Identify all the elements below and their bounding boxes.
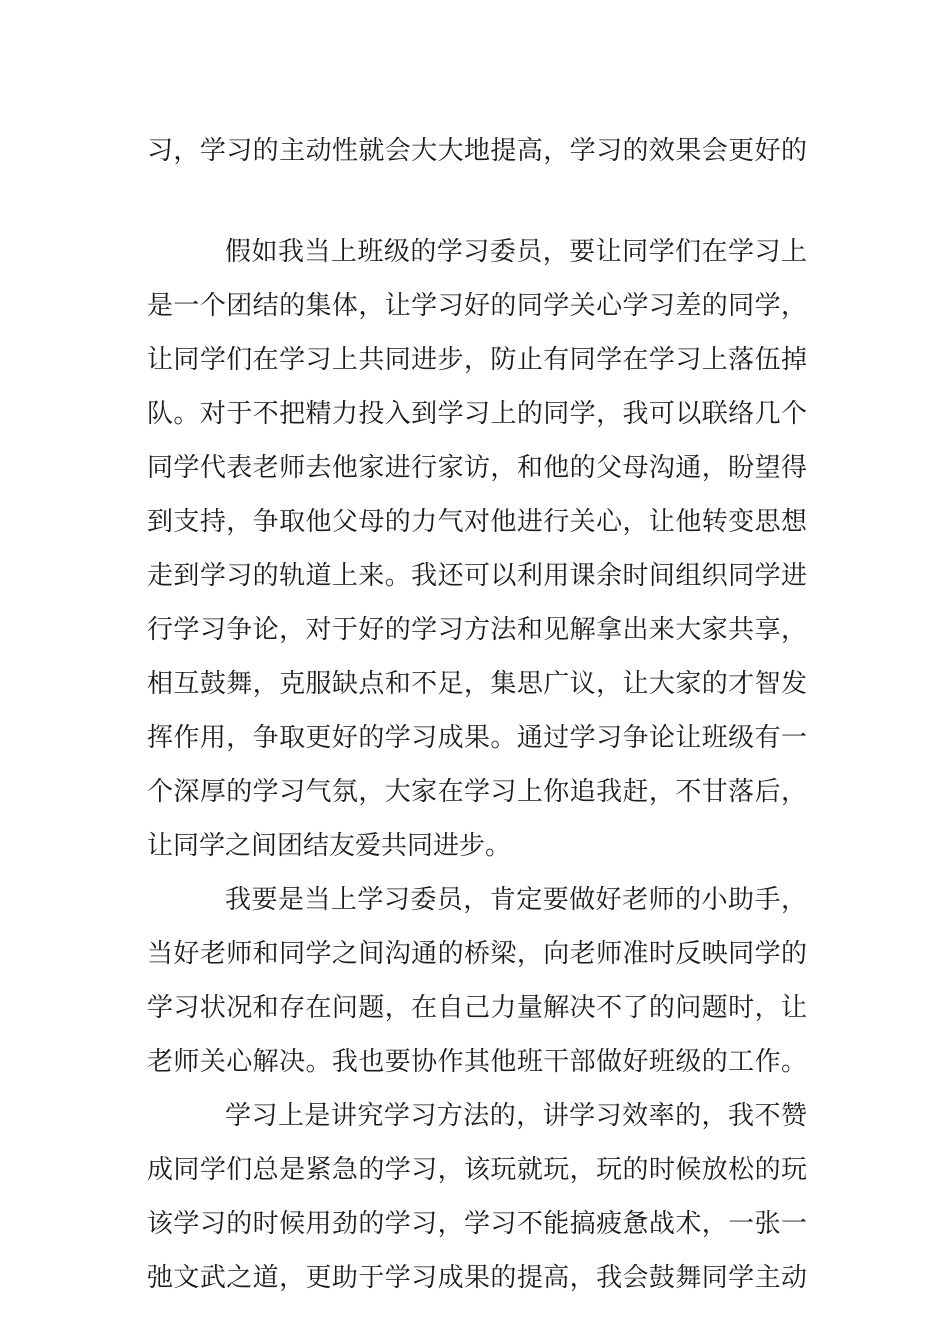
- text-line: 挥作用，争取更好的学习成果。通过学习争论让班级有一: [147, 723, 807, 753]
- text-line: 行学习争论，对于好的学习方法和见解拿出来大家共享，: [147, 615, 807, 645]
- text-line: 到支持，争取他父母的力气对他进行关心，让他转变思想: [147, 507, 807, 537]
- text-line: 成同学们总是紧急的学习，该玩就玩，玩的时候放松的玩: [147, 1155, 807, 1185]
- text-line: 学习状况和存在问题，在自己力量解决不了的问题时，让: [147, 993, 807, 1023]
- paragraph-last-line: 老师关心解决。我也要协作其他班干部做好班级的工作。: [147, 1047, 807, 1077]
- text-line: 弛文武之道，更助于学习成果的提高，我会鼓舞同学主动: [147, 1263, 807, 1293]
- paragraph-first-line: 学习上是讲究学习方法的，讲学习效率的，我不赞: [225, 1101, 807, 1131]
- text-line: 同学代表老师去他家进行家访，和他的父母沟通，盼望得: [147, 453, 807, 483]
- text-line: 让同学们在学习上共同进步，防止有同学在学习上落伍掉: [147, 345, 807, 375]
- paragraph-first-line: 假如我当上班级的学习委员，要让同学们在学习上: [225, 237, 807, 267]
- text-line: 当好老师和同学之间沟通的桥梁，向老师准时反映同学的: [147, 939, 807, 969]
- text-line: 走到学习的轨道上来。我还可以利用课余时间组织同学进: [147, 561, 807, 591]
- text-line: 队。对于不把精力投入到学习上的同学，我可以联络几个: [147, 399, 807, 429]
- paragraph-first-line: 我要是当上学习委员，肯定要做好老师的小助手，: [225, 885, 807, 915]
- text-line: 是一个团结的集体，让学习好的同学关心学习差的同学，: [147, 291, 807, 321]
- text-line: 个深厚的学习气氛，大家在学习上你追我赶，不甘落后，: [147, 777, 807, 807]
- text-line: 相互鼓舞，克服缺点和不足，集思广议，让大家的才智发: [147, 669, 807, 699]
- text-line: 该学习的时候用劲的学习，学习不能搞疲惫战术，一张一: [147, 1209, 807, 1239]
- text-line: 习，学习的主动性就会大大地提高，学习的效果会更好的: [147, 136, 807, 166]
- paragraph-last-line: 让同学之间团结友爱共同进步。: [147, 831, 512, 861]
